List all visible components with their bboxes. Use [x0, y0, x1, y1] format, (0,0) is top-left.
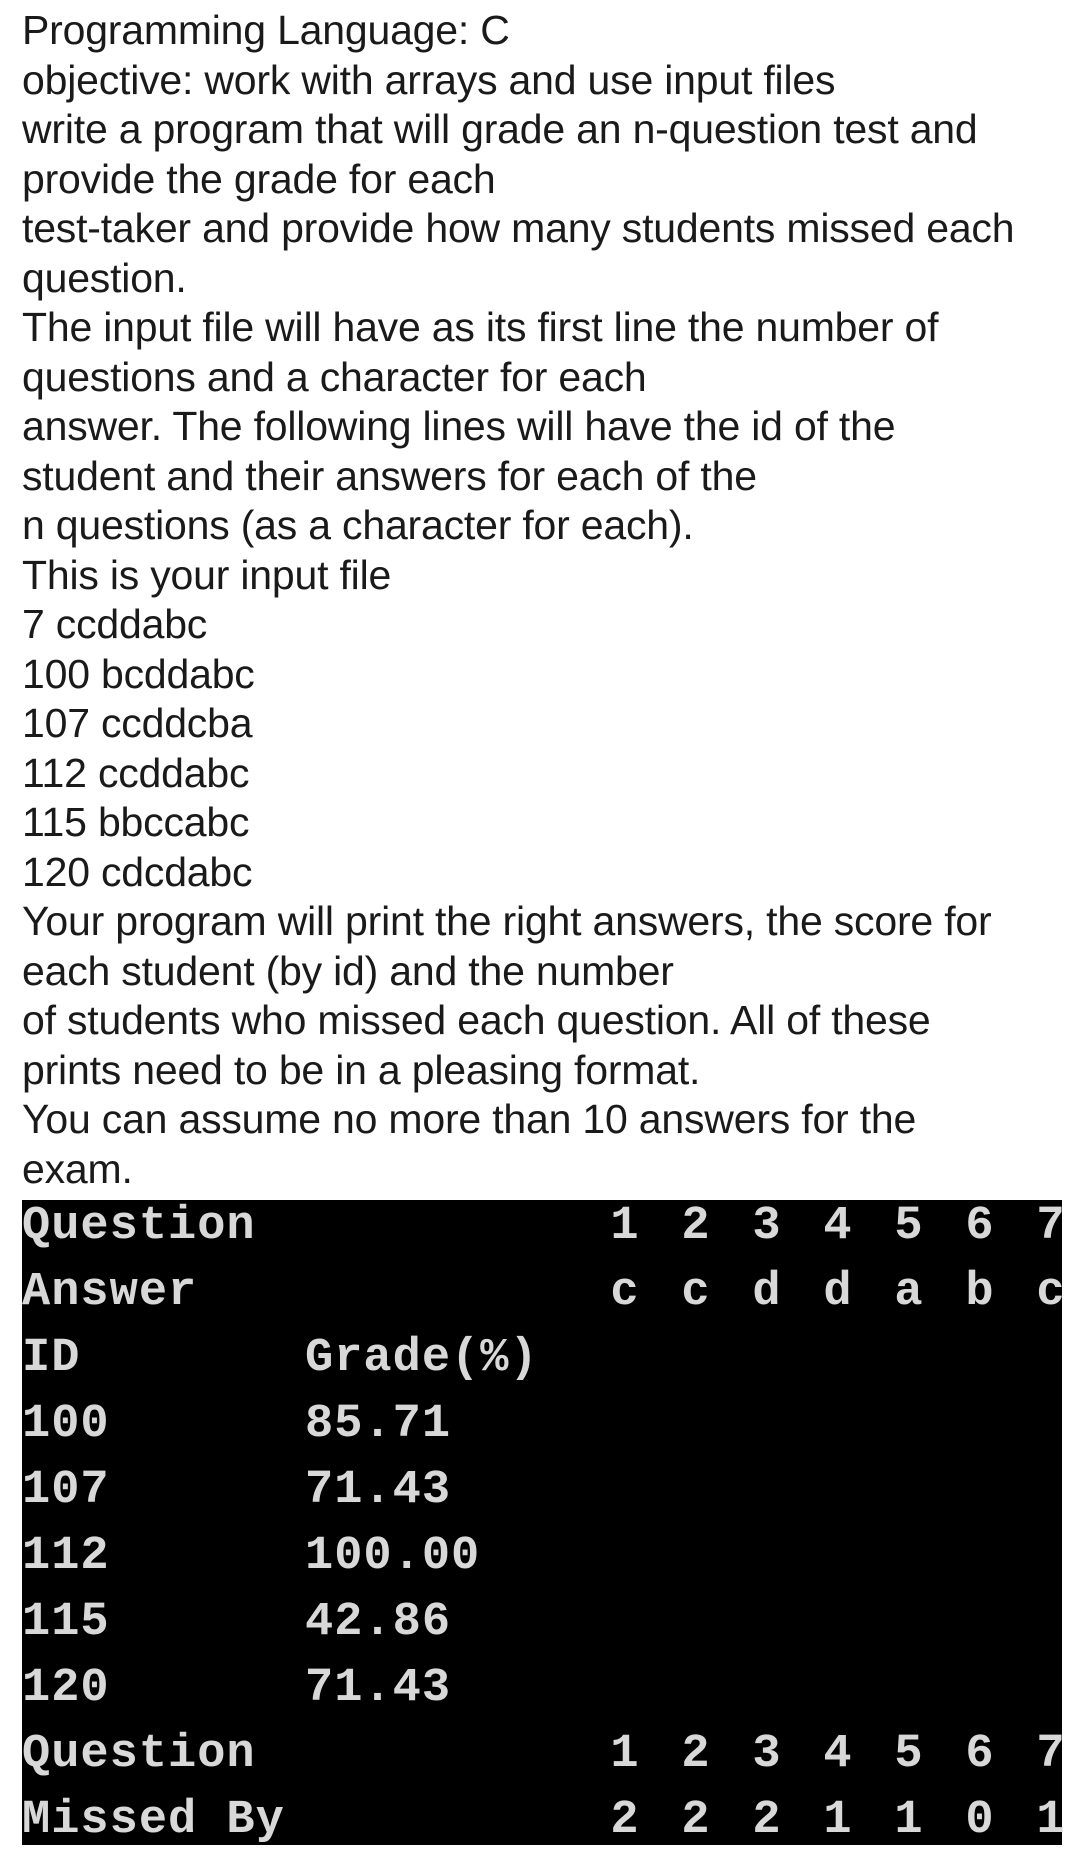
input-file-line: 120 cdcdabc	[22, 848, 253, 895]
missed-question-header-row	[22, 1722, 1066, 1788]
grade-header-row	[22, 1326, 1062, 1392]
input-file-line: 7 ccddabc	[22, 601, 208, 647]
question-number: 7	[1036, 1200, 1066, 1253]
question-number: 3	[752, 1200, 782, 1253]
terminal-output	[22, 1200, 1066, 1847]
text-line: prints need to be in a pleasing format.	[22, 1046, 701, 1093]
student-grade: 71.43	[305, 1464, 452, 1517]
student-id: 107	[22, 1464, 110, 1517]
answer-letter: c	[1036, 1266, 1066, 1319]
question-number: 6	[965, 1728, 995, 1781]
missed-count: 2	[681, 1794, 711, 1847]
answer-letter: d	[823, 1266, 853, 1319]
student-grade: 71.43	[305, 1662, 452, 1715]
text-line: test-taker and provide how many students missed each	[22, 205, 1015, 251]
input-file-line: 112 ccddabc	[22, 749, 250, 796]
question-number: 5	[894, 1200, 924, 1253]
missed-count: 1	[894, 1794, 924, 1847]
answer-letter: c	[681, 1266, 711, 1319]
text-line: of students who missed each question. All of these	[22, 997, 931, 1043]
question-header-row	[22, 1194, 1066, 1260]
missed-by-row	[22, 1788, 1066, 1854]
text-line: answer. The following lines will have the id of the	[22, 403, 896, 449]
assignment-text	[22, 6, 1062, 1194]
missed-count: 0	[965, 1794, 995, 1847]
text-line: The input file will have as its first line the number of	[22, 304, 939, 350]
answer-label: Answer	[22, 1266, 198, 1319]
student-id: 100	[22, 1398, 110, 1451]
text-line: exam.	[22, 1145, 133, 1192]
missed-count: 1	[823, 1794, 853, 1847]
grade-header: Grade(%)	[305, 1332, 539, 1385]
answer-letter: b	[965, 1266, 995, 1319]
student-grade: 42.86	[305, 1596, 452, 1649]
student-id: 112	[22, 1530, 110, 1583]
input-file-line: 100 bcddabc	[22, 650, 255, 697]
text-line: questions and a character for each	[22, 353, 647, 400]
missed-count: 2	[610, 1794, 640, 1847]
question-number: 1	[610, 1200, 640, 1253]
student-row	[22, 1392, 1062, 1458]
student-grade: 85.71	[305, 1398, 452, 1451]
missed-count: 1	[1036, 1794, 1066, 1847]
text-line: Programming Language: C	[22, 7, 510, 53]
answer-letter: a	[894, 1266, 924, 1319]
question-number: 1	[610, 1728, 640, 1781]
student-id: 115	[22, 1596, 110, 1649]
text-line: objective: work with arrays and use input files	[22, 56, 836, 103]
student-row	[22, 1590, 1062, 1656]
answer-letter: d	[752, 1266, 782, 1319]
text-line: n questions (as a character for each).	[22, 502, 694, 548]
student-row	[22, 1458, 1062, 1524]
text-line: Your program will print the right answers, the score for	[22, 898, 992, 944]
text-line: write a program that will grade an n-question test and	[22, 106, 978, 152]
student-row	[22, 1524, 1062, 1590]
text-line: This is your input file	[22, 551, 392, 598]
text-line: You can assume no more than 10 answers for the	[22, 1096, 917, 1142]
student-grade: 100.00	[305, 1530, 481, 1583]
input-file-line: 107 ccddcba	[22, 700, 253, 746]
question-label: Question	[22, 1200, 256, 1253]
input-file-line: 115 bbccabc	[22, 799, 250, 845]
text-line: provide the grade for each	[22, 155, 496, 202]
question-number: 5	[894, 1728, 924, 1781]
missed-count: 2	[752, 1794, 782, 1847]
student-row	[22, 1656, 1062, 1722]
answer-key-row	[22, 1260, 1066, 1326]
question-number: 3	[752, 1728, 782, 1781]
text-line: question.	[22, 254, 187, 301]
text-line: each student (by id) and the number	[22, 947, 674, 994]
question-number: 4	[823, 1200, 853, 1253]
question-number: 2	[681, 1200, 711, 1253]
student-id: 120	[22, 1662, 110, 1715]
question-number: 7	[1036, 1728, 1066, 1781]
answer-letter: c	[610, 1266, 640, 1319]
question-number: 2	[681, 1728, 711, 1781]
missed-label: Missed By	[22, 1794, 285, 1847]
question-label: Question	[22, 1728, 256, 1781]
question-number: 4	[823, 1728, 853, 1781]
question-number: 6	[965, 1200, 995, 1253]
id-header: ID	[22, 1332, 81, 1385]
text-line: student and their answers for each of the	[22, 452, 757, 499]
